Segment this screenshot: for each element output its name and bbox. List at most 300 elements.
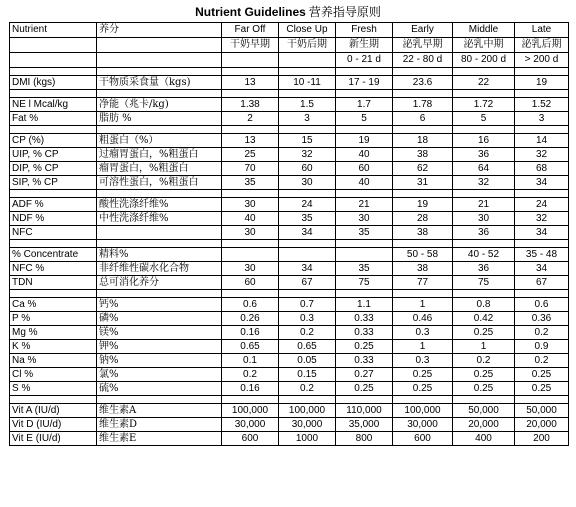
header-stage-days: [222, 53, 279, 68]
spacer-cell: [279, 190, 336, 198]
value-cell: 35: [336, 226, 393, 240]
value-cell: 1.38: [222, 98, 279, 112]
header-blank: [97, 38, 222, 53]
spacer-cell: [336, 68, 393, 76]
value-cell: 0.9: [515, 340, 569, 354]
header-stage-days: 0 - 21 d: [336, 53, 393, 68]
value-cell: 0.2: [279, 326, 336, 340]
nutrient-name-zh: 钾%: [97, 340, 222, 354]
value-cell: 0.3: [393, 326, 453, 340]
nutrient-name: TDN: [10, 276, 97, 290]
value-cell: 64: [453, 162, 515, 176]
nutrient-name: SIP, % CP: [10, 176, 97, 190]
nutrient-name-zh: 维生素D: [97, 418, 222, 432]
table-row: [10, 326, 569, 340]
value-cell: 0.25: [453, 368, 515, 382]
spacer-cell: [222, 396, 279, 404]
value-cell: 30,000: [279, 418, 336, 432]
spacer-cell: [515, 190, 569, 198]
value-cell: 0.15: [279, 368, 336, 382]
spacer-cell: [453, 290, 515, 298]
spacer-cell: [453, 68, 515, 76]
value-cell: 35: [336, 262, 393, 276]
header-nutrient: Nutrient: [10, 23, 97, 38]
value-cell: 67: [515, 276, 569, 290]
header-stage-zh: 泌乳中期: [453, 38, 515, 53]
spacer-cell: [393, 90, 453, 98]
value-cell: 75: [336, 276, 393, 290]
nutrient-name-zh: 钙%: [97, 298, 222, 312]
value-cell: 0.1: [222, 354, 279, 368]
spacer-cell: [97, 396, 222, 404]
value-cell: 1: [393, 340, 453, 354]
value-cell: 0.65: [222, 340, 279, 354]
nutrient-name-zh: 精料%: [97, 248, 222, 262]
value-cell: 24: [515, 198, 569, 212]
value-cell: 3: [279, 112, 336, 126]
nutrient-name-zh: 镁%: [97, 326, 222, 340]
nutrient-name: Na %: [10, 354, 97, 368]
value-cell: 40: [336, 148, 393, 162]
nutrient-name-zh: 维生素A: [97, 404, 222, 418]
value-cell: 0.33: [336, 354, 393, 368]
value-cell: 800: [336, 432, 393, 446]
value-cell: 14: [515, 134, 569, 148]
value-cell: 0.65: [279, 340, 336, 354]
value-cell: 1.1: [336, 298, 393, 312]
nutrient-name-zh: 总可消化养分: [97, 276, 222, 290]
table-row: [10, 226, 569, 240]
nutrient-name: Vit E (IU/d): [10, 432, 97, 446]
value-cell: 19: [393, 198, 453, 212]
spacer-cell: [393, 190, 453, 198]
nutrient-name-zh: 硫%: [97, 382, 222, 396]
value-cell: 0.42: [453, 312, 515, 326]
nutrient-name-zh: 磷%: [97, 312, 222, 326]
value-cell: [279, 248, 336, 262]
spacer-cell: [97, 290, 222, 298]
value-cell: 13: [222, 134, 279, 148]
spacer-cell: [515, 396, 569, 404]
table-row: [10, 248, 569, 262]
spacer-row: [10, 240, 569, 248]
header-stage-zh: 泌乳早期: [393, 38, 453, 53]
spacer-cell: [10, 396, 97, 404]
spacer-cell: [279, 68, 336, 76]
value-cell: 100,000: [393, 404, 453, 418]
spacer-cell: [97, 90, 222, 98]
value-cell: 18: [393, 134, 453, 148]
nutrient-name-zh: 可溶性蛋白，%粗蛋白: [97, 176, 222, 190]
value-cell: 1: [453, 340, 515, 354]
value-cell: 30: [279, 176, 336, 190]
value-cell: 0.2: [279, 382, 336, 396]
nutrient-name: NFC: [10, 226, 97, 240]
nutrient-name-zh: 氯%: [97, 368, 222, 382]
table-row: [10, 312, 569, 326]
header-stage-zh: 泌乳后期: [515, 38, 569, 53]
spacer-cell: [515, 126, 569, 134]
header-row-days: [10, 53, 569, 68]
table-row: [10, 354, 569, 368]
nutrient-name-zh: [97, 226, 222, 240]
value-cell: 77: [393, 276, 453, 290]
value-cell: 1000: [279, 432, 336, 446]
value-cell: 40 - 52: [453, 248, 515, 262]
value-cell: 40: [222, 212, 279, 226]
spacer-row: [10, 68, 569, 76]
value-cell: 32: [453, 176, 515, 190]
spacer-cell: [10, 68, 97, 76]
table-row: [10, 368, 569, 382]
spacer-cell: [336, 190, 393, 198]
value-cell: 38: [393, 262, 453, 276]
value-cell: 5: [336, 112, 393, 126]
spacer-cell: [222, 126, 279, 134]
value-cell: 20,000: [453, 418, 515, 432]
value-cell: 2: [222, 112, 279, 126]
nutrient-name: % Concentrate: [10, 248, 97, 262]
value-cell: 30: [222, 262, 279, 276]
value-cell: 35,000: [336, 418, 393, 432]
spacer-cell: [336, 396, 393, 404]
value-cell: 50 - 58: [393, 248, 453, 262]
value-cell: 0.33: [336, 312, 393, 326]
spacer-cell: [393, 396, 453, 404]
nutrient-name-zh: 钠%: [97, 354, 222, 368]
nutrient-name-zh: 非纤维性碳水化合物: [97, 262, 222, 276]
value-cell: 60: [222, 276, 279, 290]
value-cell: 1.7: [336, 98, 393, 112]
table-row: [10, 340, 569, 354]
value-cell: 0.25: [515, 382, 569, 396]
value-cell: 400: [453, 432, 515, 446]
spacer-row: [10, 190, 569, 198]
value-cell: 34: [515, 176, 569, 190]
spacer-row: [10, 396, 569, 404]
nutrient-name-zh: 中性洗涤纤维%: [97, 212, 222, 226]
value-cell: 19: [515, 76, 569, 90]
header-stage-days: [279, 53, 336, 68]
spacer-cell: [279, 290, 336, 298]
spacer-cell: [222, 68, 279, 76]
value-cell: 17 - 19: [336, 76, 393, 90]
value-cell: 30: [222, 226, 279, 240]
nutrient-name: P %: [10, 312, 97, 326]
table-row: [10, 418, 569, 432]
value-cell: 0.25: [393, 368, 453, 382]
nutrient-name-zh: 过瘤胃蛋白，%粗蛋白: [97, 148, 222, 162]
value-cell: 100,000: [222, 404, 279, 418]
value-cell: 10 -11: [279, 76, 336, 90]
value-cell: 75: [453, 276, 515, 290]
value-cell: 24: [279, 198, 336, 212]
table-row: [10, 134, 569, 148]
nutrient-name-zh: 瘤胃蛋白，%粗蛋白: [97, 162, 222, 176]
value-cell: 21: [336, 198, 393, 212]
value-cell: 30,000: [222, 418, 279, 432]
nutrient-name-zh: 维生素E: [97, 432, 222, 446]
spacer-cell: [336, 240, 393, 248]
value-cell: 50,000: [453, 404, 515, 418]
header-stage-days: 22 - 80 d: [393, 53, 453, 68]
value-cell: 0.25: [336, 340, 393, 354]
spacer-cell: [453, 90, 515, 98]
value-cell: 34: [515, 226, 569, 240]
value-cell: 0.27: [336, 368, 393, 382]
value-cell: 1.78: [393, 98, 453, 112]
value-cell: 0.33: [336, 326, 393, 340]
value-cell: 28: [393, 212, 453, 226]
spacer-cell: [453, 396, 515, 404]
spacer-cell: [336, 290, 393, 298]
nutrient-name-zh: 酸性洗涤纤维%: [97, 198, 222, 212]
value-cell: 0.2: [222, 368, 279, 382]
spacer-cell: [97, 68, 222, 76]
spacer-cell: [10, 126, 97, 134]
table-row: [10, 404, 569, 418]
value-cell: 36: [453, 262, 515, 276]
header-blank: [10, 53, 97, 68]
table-row: [10, 432, 569, 446]
value-cell: 60: [336, 162, 393, 176]
value-cell: 38: [393, 148, 453, 162]
value-cell: 62: [393, 162, 453, 176]
header-stage-days: 80 - 200 d: [453, 53, 515, 68]
value-cell: 0.25: [393, 382, 453, 396]
value-cell: 30: [453, 212, 515, 226]
value-cell: 3: [515, 112, 569, 126]
value-cell: 60: [279, 162, 336, 176]
table-row: [10, 276, 569, 290]
value-cell: 21: [453, 198, 515, 212]
table-row: [10, 382, 569, 396]
value-cell: 16: [453, 134, 515, 148]
header-stage: Fresh: [336, 23, 393, 38]
title-chinese: 营养指导原则: [308, 5, 381, 19]
value-cell: 35: [222, 176, 279, 190]
spacer-cell: [97, 190, 222, 198]
table-row: [10, 98, 569, 112]
spacer-cell: [393, 126, 453, 134]
value-cell: 0.2: [515, 326, 569, 340]
value-cell: 31: [393, 176, 453, 190]
header-row-english: [10, 23, 569, 38]
title-english: Nutrient Guidelines: [195, 5, 306, 19]
spacer-cell: [222, 90, 279, 98]
nutrient-name-zh: 脂肪 %: [97, 112, 222, 126]
nutrient-name: Vit D (IU/d): [10, 418, 97, 432]
value-cell: 1.5: [279, 98, 336, 112]
value-cell: 35: [279, 212, 336, 226]
table-row: [10, 198, 569, 212]
value-cell: 5: [453, 112, 515, 126]
table-row: [10, 148, 569, 162]
nutrient-name: ADF %: [10, 198, 97, 212]
value-cell: 38: [393, 226, 453, 240]
nutrient-name: Ca %: [10, 298, 97, 312]
value-cell: 0.3: [279, 312, 336, 326]
value-cell: 34: [279, 226, 336, 240]
value-cell: 600: [393, 432, 453, 446]
value-cell: 32: [515, 148, 569, 162]
nutrient-name-zh: 干物质采食量（kgs): [97, 76, 222, 90]
value-cell: 0.25: [453, 382, 515, 396]
spacer-cell: [279, 396, 336, 404]
table-row: [10, 76, 569, 90]
nutrient-name-zh: 净能（兆卡/kg): [97, 98, 222, 112]
value-cell: 600: [222, 432, 279, 446]
spacer-row: [10, 90, 569, 98]
document-title: [0, 4, 576, 20]
value-cell: 15: [279, 134, 336, 148]
value-cell: 0.46: [393, 312, 453, 326]
spacer-row: [10, 290, 569, 298]
spacer-cell: [515, 68, 569, 76]
value-cell: 20,000: [515, 418, 569, 432]
spacer-cell: [97, 126, 222, 134]
value-cell: 50,000: [515, 404, 569, 418]
header-stage-zh: 新生期: [336, 38, 393, 53]
value-cell: 0.25: [515, 368, 569, 382]
value-cell: 0.25: [453, 326, 515, 340]
spacer-cell: [10, 190, 97, 198]
header-stage: Close Up: [279, 23, 336, 38]
value-cell: [336, 248, 393, 262]
spacer-cell: [515, 90, 569, 98]
spacer-cell: [279, 126, 336, 134]
value-cell: 30: [222, 198, 279, 212]
header-stage-zh: 干奶早期: [222, 38, 279, 53]
spacer-cell: [10, 290, 97, 298]
value-cell: 32: [515, 212, 569, 226]
value-cell: 6: [393, 112, 453, 126]
header-stage: Far Off: [222, 23, 279, 38]
value-cell: 0.36: [515, 312, 569, 326]
header-stage: Late: [515, 23, 569, 38]
value-cell: 110,000: [336, 404, 393, 418]
header-blank: [97, 53, 222, 68]
spacer-cell: [453, 240, 515, 248]
nutrient-name: NFC %: [10, 262, 97, 276]
value-cell: 13: [222, 76, 279, 90]
header-stage: Early: [393, 23, 453, 38]
nutrient-name: DIP, % CP: [10, 162, 97, 176]
header-stage-zh: 干奶后期: [279, 38, 336, 53]
nutrient-name: K %: [10, 340, 97, 354]
spacer-cell: [336, 90, 393, 98]
value-cell: 0.05: [279, 354, 336, 368]
nutrient-name: NE l Mcal/kg: [10, 98, 97, 112]
header-row-chinese: [10, 38, 569, 53]
value-cell: 0.6: [222, 298, 279, 312]
value-cell: 67: [279, 276, 336, 290]
value-cell: 1.72: [453, 98, 515, 112]
nutrient-name: UIP, % CP: [10, 148, 97, 162]
spacer-cell: [453, 190, 515, 198]
value-cell: 30,000: [393, 418, 453, 432]
value-cell: 1: [393, 298, 453, 312]
nutrient-name-zh: 粗蛋白（%）: [97, 134, 222, 148]
table-row: [10, 176, 569, 190]
header-nutrient-zh: 养分: [97, 23, 222, 38]
nutrient-name: Mg %: [10, 326, 97, 340]
value-cell: 0.3: [393, 354, 453, 368]
value-cell: 36: [453, 226, 515, 240]
value-cell: 0.16: [222, 326, 279, 340]
value-cell: 36: [453, 148, 515, 162]
nutrient-name: S %: [10, 382, 97, 396]
spacer-cell: [10, 240, 97, 248]
value-cell: 23.6: [393, 76, 453, 90]
value-cell: 22: [453, 76, 515, 90]
spacer-cell: [393, 290, 453, 298]
spacer-cell: [10, 90, 97, 98]
nutrient-name: NDF %: [10, 212, 97, 226]
value-cell: 40: [336, 176, 393, 190]
value-cell: 0.16: [222, 382, 279, 396]
value-cell: 70: [222, 162, 279, 176]
spacer-cell: [453, 126, 515, 134]
header-stage: Middle: [453, 23, 515, 38]
spacer-cell: [279, 240, 336, 248]
value-cell: 35 - 48: [515, 248, 569, 262]
header-blank: [10, 38, 97, 53]
table-row: [10, 162, 569, 176]
spacer-row: [10, 126, 569, 134]
nutrient-name: Cl %: [10, 368, 97, 382]
table-row: [10, 212, 569, 226]
value-cell: 0.2: [453, 354, 515, 368]
value-cell: 68: [515, 162, 569, 176]
table-row: [10, 262, 569, 276]
nutrient-name: Fat %: [10, 112, 97, 126]
value-cell: 30: [336, 212, 393, 226]
value-cell: 34: [279, 262, 336, 276]
header-stage-days: > 200 d: [515, 53, 569, 68]
value-cell: 25: [222, 148, 279, 162]
spacer-cell: [222, 290, 279, 298]
value-cell: 1.52: [515, 98, 569, 112]
table-body: [10, 23, 569, 446]
value-cell: 19: [336, 134, 393, 148]
spacer-cell: [515, 240, 569, 248]
value-cell: 0.7: [279, 298, 336, 312]
table-row: [10, 112, 569, 126]
nutrient-name: Vit A (IU/d): [10, 404, 97, 418]
value-cell: 0.8: [453, 298, 515, 312]
value-cell: 0.25: [336, 382, 393, 396]
spacer-cell: [97, 240, 222, 248]
spacer-cell: [222, 190, 279, 198]
value-cell: 34: [515, 262, 569, 276]
value-cell: 32: [279, 148, 336, 162]
nutrient-name: DMI (kgs): [10, 76, 97, 90]
spacer-cell: [393, 68, 453, 76]
value-cell: 0.6: [515, 298, 569, 312]
spacer-cell: [336, 126, 393, 134]
nutrient-guidelines-table: [9, 22, 569, 446]
value-cell: 0.2: [515, 354, 569, 368]
spacer-cell: [515, 290, 569, 298]
value-cell: [222, 248, 279, 262]
value-cell: 100,000: [279, 404, 336, 418]
spacer-cell: [393, 240, 453, 248]
spacer-cell: [222, 240, 279, 248]
table-row: [10, 298, 569, 312]
value-cell: 200: [515, 432, 569, 446]
value-cell: 0.26: [222, 312, 279, 326]
